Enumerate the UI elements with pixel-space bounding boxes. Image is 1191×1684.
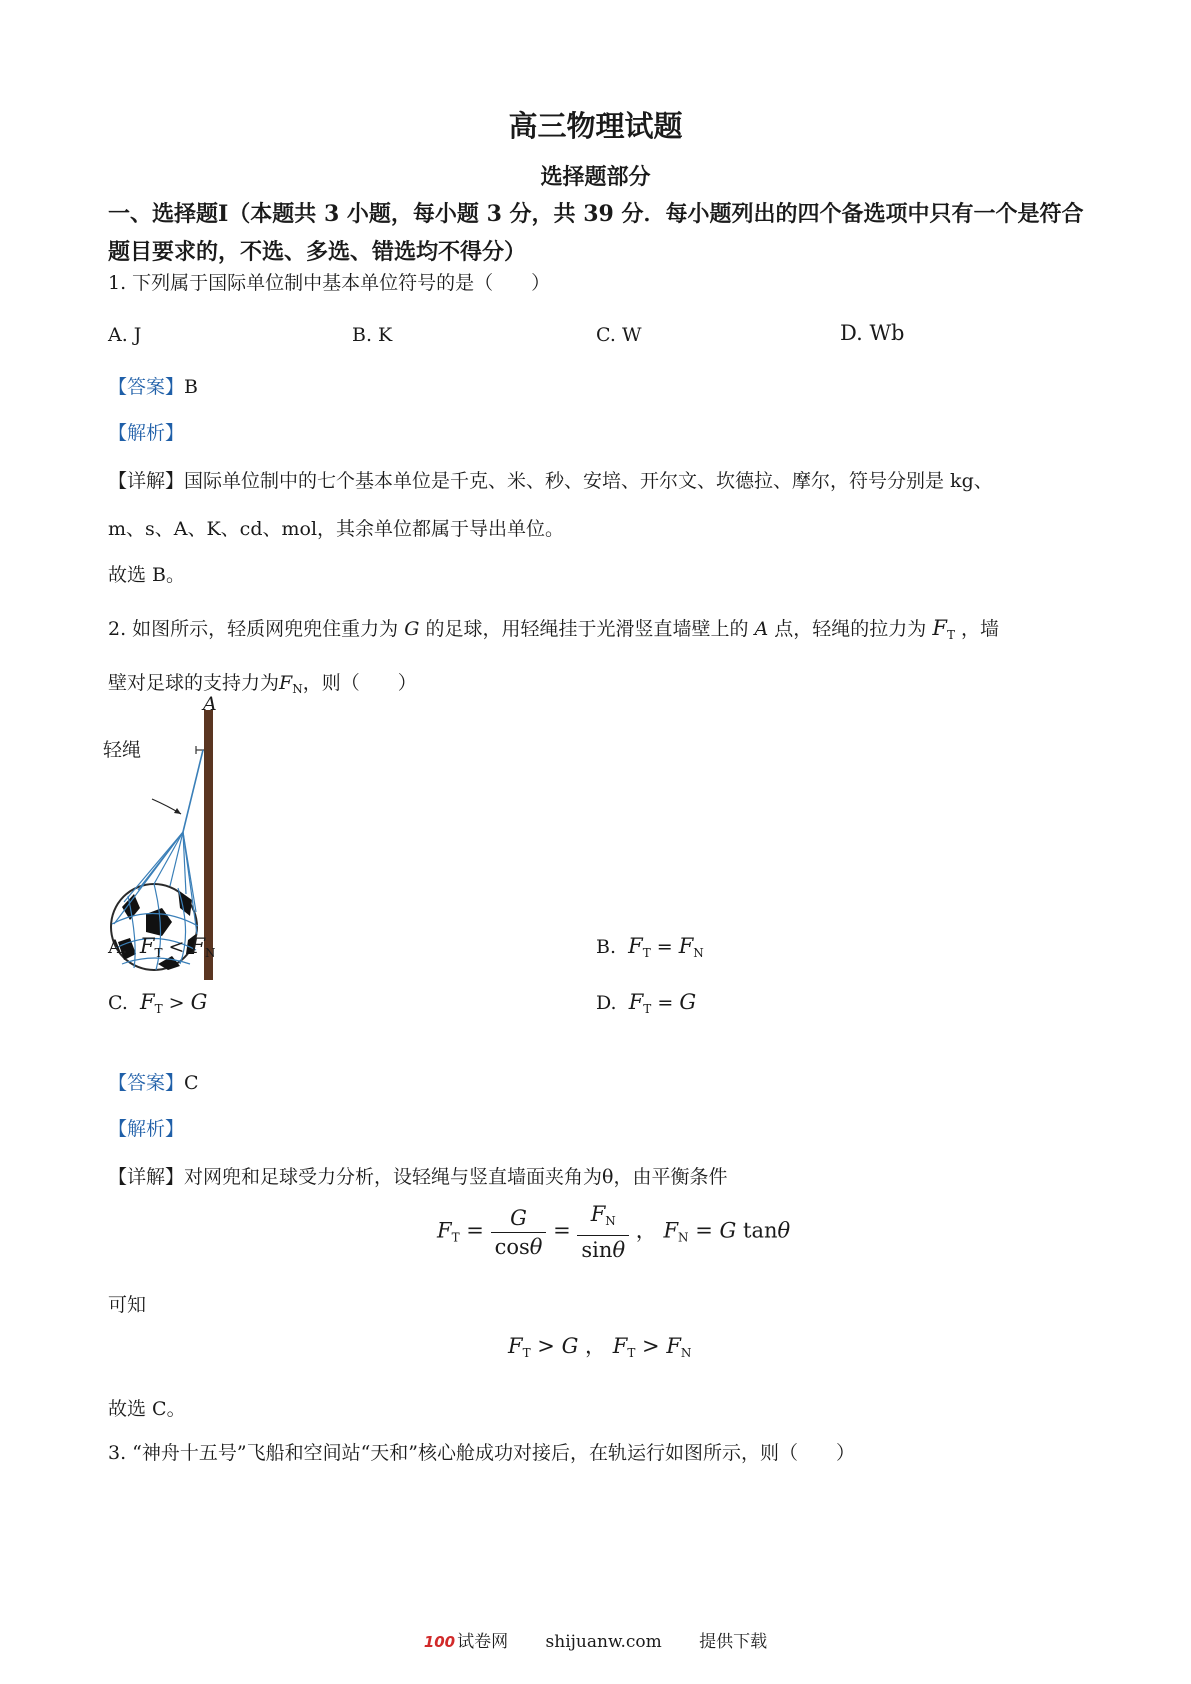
footer-note: 提供下载 bbox=[699, 1632, 768, 1652]
symbol-G: G bbox=[561, 1334, 579, 1358]
separator: ， bbox=[585, 1334, 607, 1358]
symbol-G: G bbox=[719, 1218, 737, 1243]
q2-stem-text: ，墙 bbox=[961, 618, 1000, 640]
page-subtitle: 选择题部分 bbox=[540, 164, 651, 190]
subscript-N: N bbox=[605, 1214, 616, 1228]
answer-value: B bbox=[184, 376, 198, 398]
q2-answer bbox=[108, 1068, 199, 1095]
fraction-g-cos bbox=[491, 1204, 547, 1261]
sin-fn: sin bbox=[581, 1238, 613, 1262]
symbol-F: F bbox=[590, 1202, 606, 1226]
symbol-F: F bbox=[190, 934, 206, 958]
theta: θ bbox=[777, 1218, 791, 1243]
option-label: D. bbox=[596, 992, 617, 1014]
answer-value: C bbox=[184, 1072, 199, 1094]
symbol-F: F bbox=[628, 990, 644, 1014]
q1-option-a: A. J bbox=[108, 324, 142, 346]
q2-option-d bbox=[596, 990, 696, 1016]
q3-stem: 3. “神舟十五号”飞船和空间站“天和”核心舱成功对接后，在轨运行如图所示，则（ ） bbox=[108, 1442, 856, 1464]
symbol-A: A bbox=[754, 618, 769, 640]
symbol-F: F bbox=[666, 1334, 681, 1358]
cos-fn: cos bbox=[494, 1234, 530, 1259]
symbol-F: F bbox=[628, 934, 643, 958]
page-footer bbox=[0, 1627, 1191, 1652]
q1-analysis-tag: 【解析】 bbox=[108, 422, 185, 444]
subscript-N: N bbox=[678, 1230, 689, 1245]
page-title: 高三物理试题 bbox=[508, 109, 683, 143]
separator: ， bbox=[635, 1218, 657, 1243]
q2-conclusion: 故选 C。 bbox=[108, 1398, 186, 1420]
q2-stem-line2 bbox=[108, 668, 417, 696]
symbol-G: G bbox=[404, 618, 420, 640]
detail-tag: 【详解】 bbox=[108, 1166, 185, 1188]
subscript-N: N bbox=[292, 682, 303, 696]
option-label: C. bbox=[108, 992, 128, 1014]
detail-text: 对网兜和足球受力分析，设轻绳与竖直墙面夹角为θ，由平衡条件 bbox=[184, 1166, 728, 1188]
equation-result bbox=[508, 1330, 691, 1360]
theta: θ bbox=[529, 1234, 543, 1259]
relation: > bbox=[168, 992, 185, 1014]
detail-tag: 【详解】 bbox=[108, 470, 185, 492]
q2-stem-text: 2. 如图所示，轻质网兜兜住重力为 bbox=[108, 618, 399, 640]
q2-know: 可知 bbox=[108, 1294, 147, 1316]
q1-option-b: B. K bbox=[352, 324, 393, 346]
symbol-F: F bbox=[663, 1218, 679, 1243]
section-heading: 一、选择题Ⅰ（本题共 3 小题，每小题 3 分，共 39 分．每小题列出的四个备选项中只有一个是符合题目要求的，不选、多选、错选均不得分） bbox=[108, 201, 1084, 265]
symbol-F: F bbox=[437, 1218, 452, 1243]
numerator: G bbox=[491, 1204, 547, 1233]
figure-label-a: A bbox=[203, 693, 217, 715]
q1-detail-line1 bbox=[108, 466, 993, 493]
symbol-F: F bbox=[508, 1334, 523, 1358]
symbol-G: G bbox=[190, 990, 208, 1014]
theta: θ bbox=[612, 1238, 626, 1262]
relation: = bbox=[656, 936, 673, 958]
subscript-T: T bbox=[522, 1346, 531, 1360]
q1-option-c: C. W bbox=[596, 324, 642, 346]
site-name: 试卷网 bbox=[457, 1632, 509, 1652]
subscript-T: T bbox=[451, 1230, 460, 1245]
subscript-N: N bbox=[680, 1346, 692, 1360]
rope bbox=[183, 750, 203, 832]
relation: = bbox=[657, 992, 674, 1014]
site-domain: shijuanw.com bbox=[545, 1632, 662, 1652]
symbol-F: F bbox=[140, 990, 155, 1014]
symbol-F: F bbox=[279, 672, 293, 694]
q2-stem-text: 的足球，用轻绳挂于光滑竖直墙壁上的 bbox=[425, 618, 749, 640]
q2-option-c bbox=[108, 990, 207, 1016]
q2-detail bbox=[108, 1162, 727, 1189]
subscript-N: N bbox=[693, 946, 704, 960]
q1-option-d: D. Wb bbox=[840, 321, 905, 345]
subscript-T: T bbox=[154, 1002, 163, 1016]
subscript-T: T bbox=[154, 946, 163, 960]
symbol-F: F bbox=[139, 934, 155, 958]
answer-tag: 【答案】 bbox=[108, 1072, 185, 1094]
subscript-T: T bbox=[643, 1002, 652, 1016]
q2-stem-text: 壁对足球的支持力为 bbox=[108, 672, 280, 694]
tan-fn: tan bbox=[743, 1218, 778, 1243]
q2-option-a bbox=[108, 934, 216, 960]
subscript-T: T bbox=[642, 946, 651, 960]
subscript-T: T bbox=[627, 1346, 636, 1360]
option-label: B. bbox=[596, 936, 617, 958]
symbol-F: F bbox=[612, 1334, 628, 1358]
relation: < bbox=[168, 936, 185, 958]
q2-stem-line1 bbox=[108, 614, 999, 642]
detail-text: 国际单位制中的七个基本单位是千克、米、秒、安培、开尔文、坎德拉、摩尔，符号分别是 kg、 bbox=[184, 470, 993, 492]
q2-option-b bbox=[596, 934, 704, 960]
q1-answer bbox=[108, 372, 198, 399]
subscript-T: T bbox=[946, 628, 955, 642]
option-label: A. bbox=[108, 936, 128, 958]
q2-stem-text: 点，轻绳的拉力为 bbox=[774, 618, 927, 640]
subscript-N: N bbox=[205, 946, 216, 960]
q2-analysis-tag: 【解析】 bbox=[108, 1118, 185, 1140]
fraction-fn-sin bbox=[577, 1200, 629, 1264]
symbol-F: F bbox=[678, 934, 694, 958]
relation: > bbox=[642, 1334, 660, 1358]
figure-label-rope: 轻绳 bbox=[103, 739, 142, 761]
answer-tag: 【答案】 bbox=[108, 376, 185, 398]
site-logo: 100 bbox=[423, 1633, 456, 1651]
q1-conclusion: 故选 B。 bbox=[108, 564, 186, 586]
q2-stem-text: ，则（ ） bbox=[302, 672, 417, 694]
q1-detail-line2: m、s、A、K、cd、mol，其余单位都属于导出单位。 bbox=[108, 518, 565, 540]
symbol-F: F bbox=[932, 616, 947, 640]
q1-stem: 1. 下列属于国际单位制中基本单位符号的是（ ） bbox=[108, 272, 551, 294]
relation: > bbox=[537, 1334, 555, 1358]
equation-balance: $F_T$ = $\frac{G}{\cos\theta}$ = $\frac{F_N}{\sin\theta}$ ， $F_N = G$ tanθ bbox=[437, 1202, 791, 1262]
symbol-G: G bbox=[679, 990, 697, 1014]
